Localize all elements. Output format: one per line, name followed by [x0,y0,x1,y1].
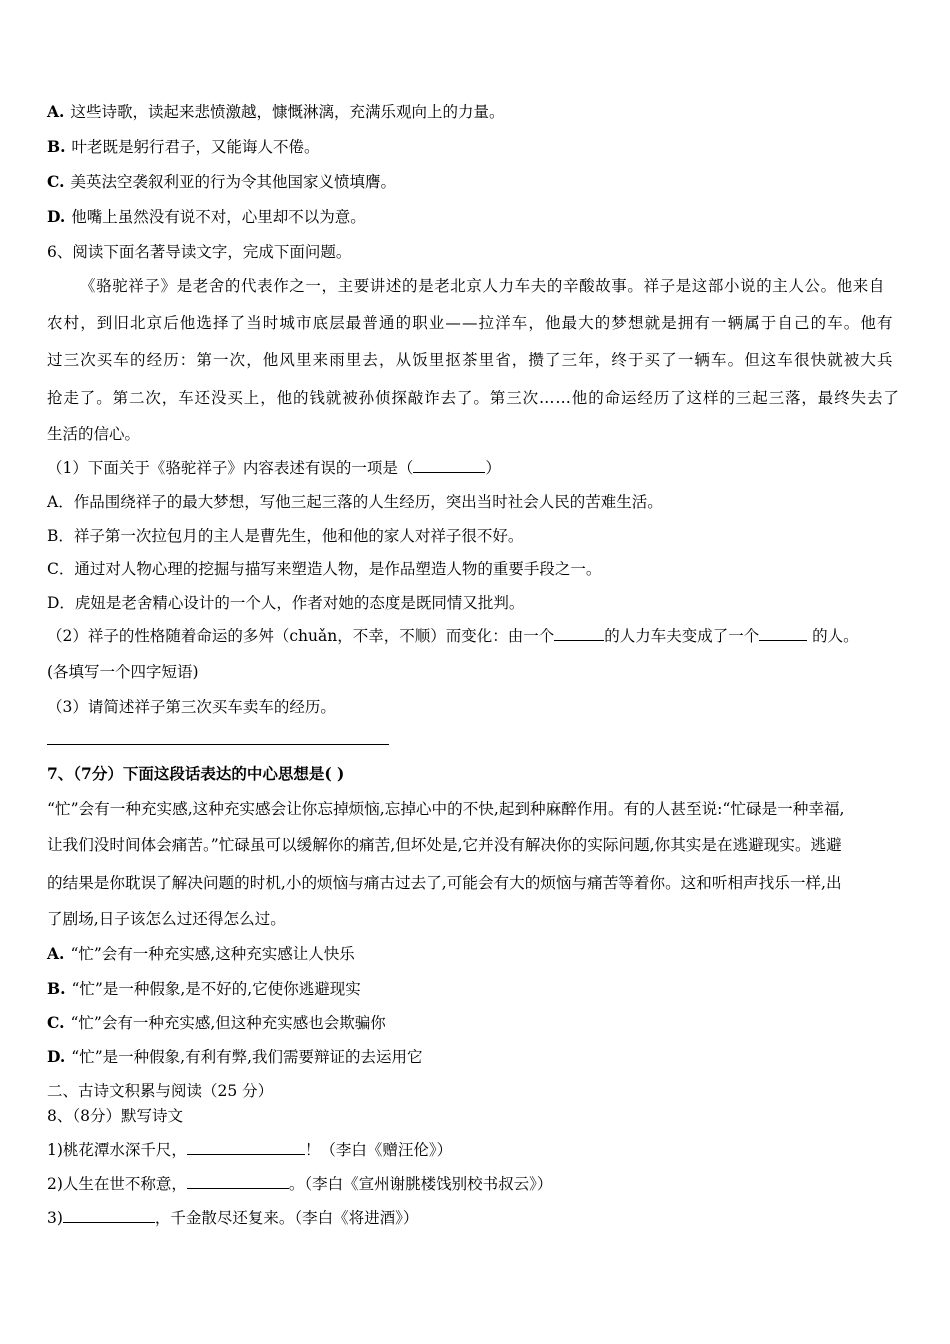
section-title: 二、古诗文积累与阅读（25 分） [47,1082,274,1100]
q7-option-a: A. “忙”会有一种充实感,这种充实感让人快乐 [47,944,355,963]
answer-blank[interactable] [187,1140,305,1155]
q6-passage-line: 过三次买车的经历：第一次，他风里来雨里去，从饭里抠茶里省，攒了三年，终于买了一辆车。但这车很快就被大兵 [47,351,894,369]
answer-blank[interactable] [63,1208,155,1223]
q7-passage-line: 的结果是你耽误了解决问题的时机,小的烦恼与痛古过去了,可能会有大的烦恼与痛苦等着你。这和听相声找乐一样,出 [47,874,842,892]
q6-sub1-option-d: D．虎妞是老舍精心设计的一个人，作者对她的态度是既同情又批判。 [47,594,525,612]
q6-sub3: （3）请简述祥子第三次买车卖车的经历。 [47,698,336,716]
q8-stem: 8、（8分）默写诗文 [47,1107,183,1125]
q7-option-d: D. “忙”是一种假象,有利有弊,我们需要辩证的去运用它 [47,1047,423,1066]
q6-passage-line: 《骆驼祥子》是老舍的代表作之一，主要讲述的是老北京人力车夫的辛酸故事。祥子是这部小说的主人公。他来自 [80,277,886,295]
q6-sub1-option-a: A．作品围绕祥子的最大梦想，写他三起三落的人生经历，突出当时社会人民的苦难生活。 [47,493,663,511]
q5-option-b: B. 叶老既是躬行君子，又能诲人不倦。 [47,137,320,156]
q6-passage-line: 生活的信心。 [47,425,141,443]
q6-passage-line: 抢走了。第二次，车还没买上，他的钱就被孙侦探敲诈去了。第三次……他的命运经历了这样的三起三落，最终失去了 [47,389,900,407]
q7-option-c: C. “忙”会有一种充实感,但这种充实感也会欺骗你 [47,1013,386,1032]
q7-passage-line: “忙”会有一种充实感,这种充实感会让你忘掉烦恼,忘掉心中的不快,起到种麻醉作用。有的人甚至说:“忙碌是一种幸福, [47,800,845,818]
q7-stem: 7、（7分）下面这段话表达的中心思想是( ) [47,764,345,783]
answer-blank[interactable] [187,1174,289,1189]
q6-stem: 6、阅读下面名著导读文字，完成下面问题。 [47,243,352,261]
q6-sub2-note: (各填写一个四字短语) [47,663,199,681]
answer-blank[interactable] [554,626,604,641]
poem-item-1: 1)桃花潭水深千尺， ！（李白《赠汪伦》） [47,1141,453,1159]
q5-option-a: A. 这些诗歌，读起来悲愤激越，慷慨淋漓，充满乐观向上的力量。 [47,102,505,121]
q6-passage-line: 农村，到旧北京后他选择了当时城市底层最普通的职业——拉洋车，他最大的梦想就是拥有一辆属于自己的车。他有 [47,314,894,332]
q6-sub2: （2）祥子的性格随着命运的多舛（chuǎn，不幸，不顺）而变化：由一个 的人力车夫变成了一个 的人。 [47,627,859,645]
q7-passage-line: 了剧场,日子该怎么过还得怎么过。 [47,910,286,928]
q6-sub1-option-b: B．祥子第一次拉包月的主人是曹先生，他和他的家人对祥子很不好。 [47,527,524,545]
q7-option-b: B. “忙”是一种假象,是不好的,它使你逃避现实 [47,979,361,998]
poem-item-2: 2)人生在世不称意， 。（李白《宣州谢朓楼饯别校书叔云》） [47,1175,553,1193]
answer-line[interactable] [47,744,389,745]
q5-option-d: D. 他嘴上虽然没有说不对，心里却不以为意。 [47,207,366,226]
q5-option-c: C. 美英法空袭叙利亚的行为令其他国家义愤填膺。 [47,172,396,191]
q6-sub1-option-c: C．通过对人物心理的挖掘与描写来塑造人物，是作品塑造人物的重要手段之一。 [47,560,602,578]
poem-item-3: 3) ，千金散尽还复来。（李白《将进酒》） [47,1209,419,1227]
answer-blank[interactable] [759,626,807,641]
q6-sub1-stem: （1）下面关于《骆驼祥子》内容表述有误的一项是（ ） [47,459,501,477]
answer-blank[interactable] [413,458,485,473]
q7-passage-line: 让我们没时间体会痛苦。”忙碌虽可以缓解你的痛苦,但坏处是,它并没有解决你的实际问题,你其实是在逃避现实。逃避 [47,836,842,854]
